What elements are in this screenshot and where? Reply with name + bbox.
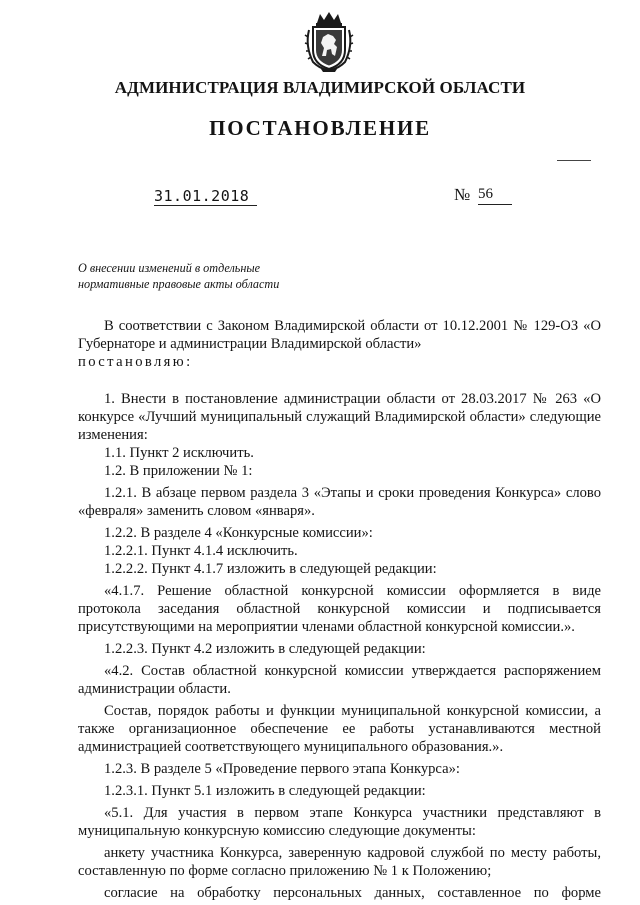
document-number: 56 <box>478 186 512 205</box>
paragraph: 1.2.1. В абзаце первом раздела 3 «Этапы и сроки проведения Конкурса» слово «февраля» заменить словом «января». <box>78 485 601 519</box>
subject-line: О внесении изменений в отдельные <box>78 261 261 275</box>
paragraph: 1.2.3. В разделе 5 «Проведение первого этапа Конкурса»: <box>104 761 460 777</box>
paragraph: «4.2. Состав областной конкурсной комиссии утверждается распоряжением администрации области. <box>78 663 601 697</box>
document-body <box>78 317 601 902</box>
preamble-text: В соответствии с Законом Владимирской области от 10.12.2001 № 129-ОЗ «О Губернаторе и администрации Владимирской области» <box>78 318 601 352</box>
organization-title: АДМИНИСТРАЦИЯ ВЛАДИМИРСКОЙ ОБЛАСТИ <box>114 78 526 97</box>
paragraph: 1.2.2. В разделе 4 «Конкурсные комиссии»: <box>104 525 373 541</box>
paragraph: 1. Внести в постановление администрации области от 28.03.2017 № 263 «О конкурсе «Лучший муниципальный служащий Владимирской области» следующие изменения: <box>78 391 601 443</box>
number-label: № <box>454 185 471 204</box>
preamble <box>78 317 601 371</box>
paragraph: 1.1. Пункт 2 исключить. <box>104 445 254 461</box>
paragraph: 1.2. В приложении № 1: <box>104 463 253 479</box>
subject-line: нормативные правовые акты области <box>78 277 280 291</box>
paragraph: «5.1. Для участия в первом этапе Конкурса участники представляют в муниципальную конкурсную комиссию следующие документы: <box>78 805 601 839</box>
paragraph: «4.1.7. Решение областной конкурсной комиссии оформляется в виде протокола заседания областной конкурсной комиссии и подписывается присутствующими на мероприятии членами областной конкурсной комиссии.». <box>78 583 601 635</box>
document-type: ПОСТАНОВЛЕНИЕ <box>209 116 431 140</box>
paragraph: Состав, порядок работы и функции муниципальной конкурсной комиссии, а также организационное обеспечение ее работы устанавливаются местной администрацией соответствующего муниципального образования.». <box>78 703 601 755</box>
document-date: 31.01.2018 <box>154 188 257 206</box>
document-subject <box>78 260 378 292</box>
paragraph: 1.2.2.3. Пункт 4.2 изложить в следующей редакции: <box>104 641 426 657</box>
coat-of-arms-emblem <box>303 10 355 72</box>
paragraph: 1.2.3.1. Пункт 5.1 изложить в следующей редакции: <box>104 783 426 799</box>
margin-line <box>557 160 591 161</box>
paragraph: согласие на обработку персональных данных, составленное по форме <box>104 885 601 901</box>
paragraph: 1.2.2.1. Пункт 4.1.4 исключить. <box>104 543 298 559</box>
paragraph: 1.2.2.2. Пункт 4.1.7 изложить в следующей редакции: <box>104 561 437 577</box>
preamble-decree: постановляю: <box>78 354 193 370</box>
paragraph: анкету участника Конкурса, заверенную кадровой службой по месту работы, составленную по форме согласно приложению № 1 к Положению; <box>78 845 601 879</box>
